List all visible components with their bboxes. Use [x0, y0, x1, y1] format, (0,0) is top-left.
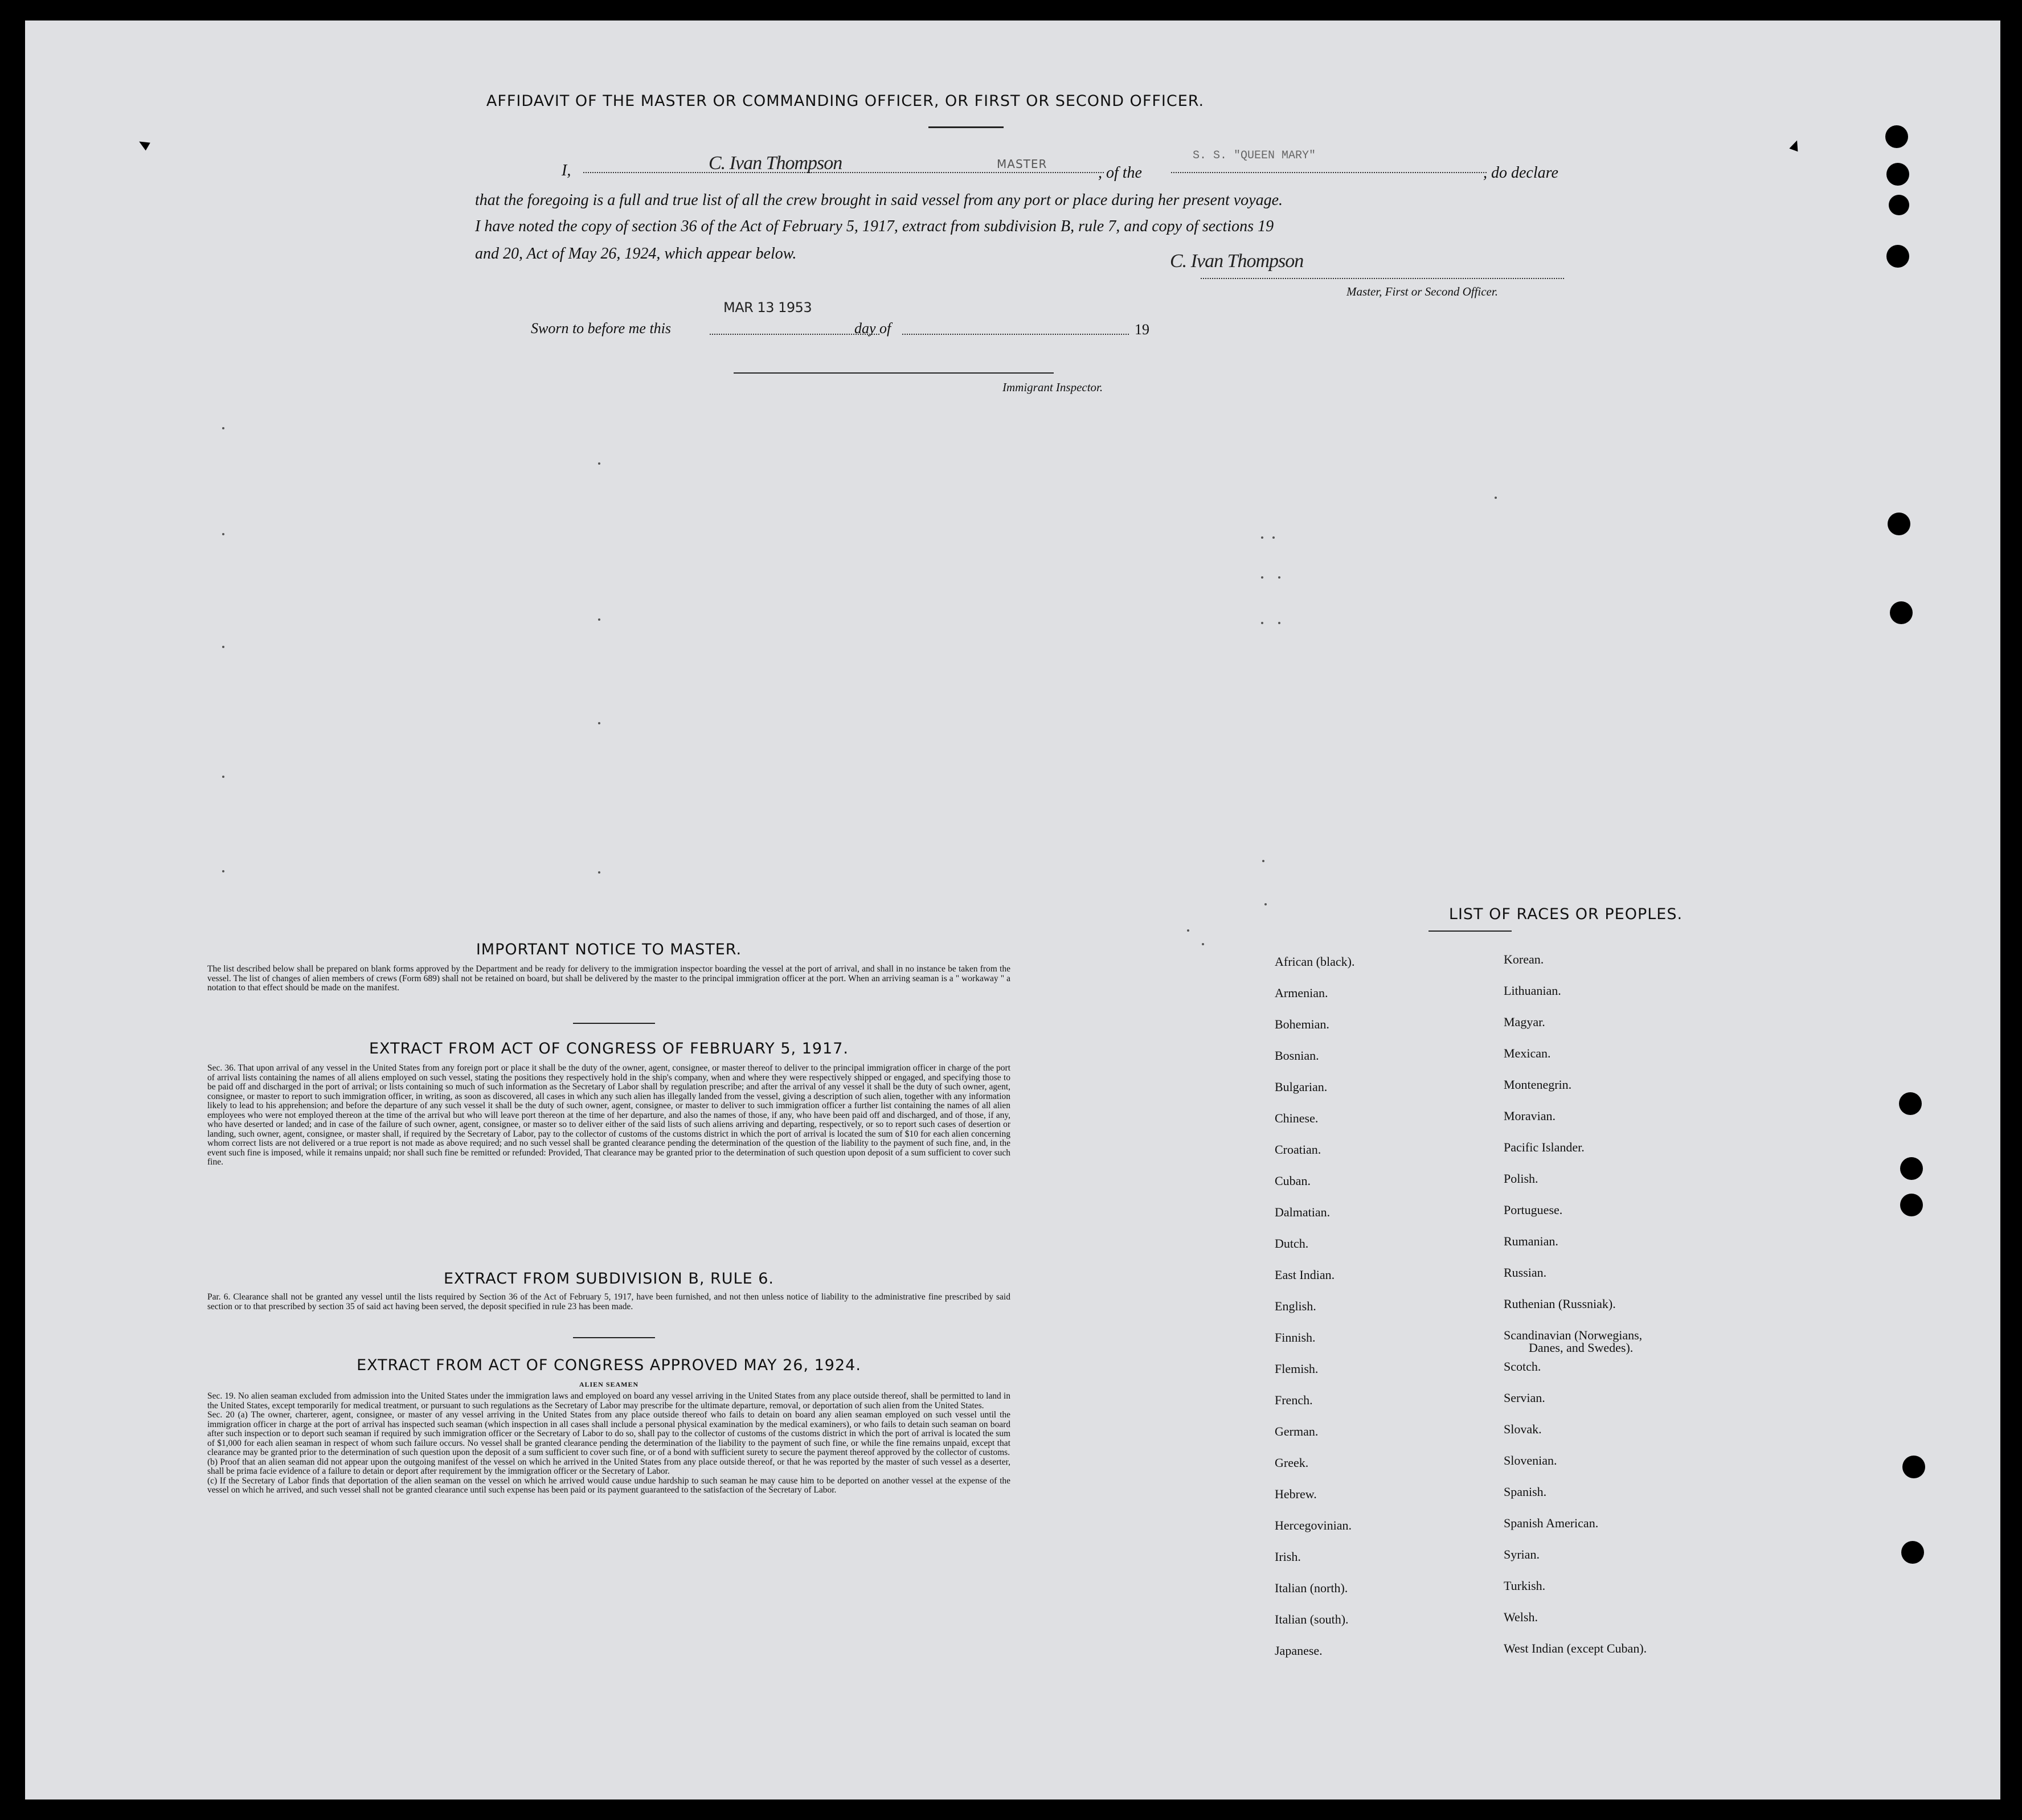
- guide-dot: [1261, 576, 1263, 579]
- race-item: Bohemian.: [1275, 1017, 1329, 1031]
- race-item: German.: [1275, 1424, 1319, 1438]
- guide-dot: [1261, 622, 1263, 624]
- affidavit-line-2: that the foregoing is a full and true list of all the crew brought in said vessel from any port or place during her present voyage.: [475, 191, 1283, 209]
- extract-1924-body: [207, 1392, 1010, 1495]
- race-item: Dutch.: [1275, 1236, 1309, 1251]
- race-item: Bosnian.: [1275, 1048, 1319, 1063]
- sec-20b-paragraph: (b) Proof that an alien seaman did not appear upon the outgoing manifest of the vessel on which he arrived in the United States from any place outside thereof, or that he was reported by the master of such vessel as a deserter, shall be prima facie evidence of a failure to detain or deport after requirement by the immigration officer or the Secretary of Labor.: [207, 1457, 1010, 1476]
- notice-rule: [573, 1023, 655, 1024]
- document-page: [25, 21, 2000, 1799]
- sec-20c-paragraph: (c) If the Secretary of Labor finds that deportation of the alien seaman on the vessel on which he arrived would cause undue hardship to such seaman he may cause him to be deported on another vessel at the expense of the vessel on which he arrived, and such vessel shall not be granted clearance until such expense has been paid or its payment guaranteed to the satisfaction of the Secretary of Labor.: [207, 1475, 1010, 1495]
- day-of-label: day of: [854, 320, 891, 337]
- officer-signature: C. Ivan Thompson: [1170, 251, 1304, 272]
- race-item: Lithuanian.: [1504, 983, 1561, 998]
- race-item: Dalmatian.: [1275, 1205, 1331, 1219]
- race-item: Finnish.: [1275, 1330, 1316, 1344]
- guide-dot: [1187, 929, 1189, 932]
- year-prefix: 19: [1135, 321, 1149, 338]
- registration-mark: [1789, 139, 1801, 151]
- race-item: Portuguese.: [1504, 1203, 1563, 1217]
- punch-hole: [1886, 163, 1909, 186]
- extract-1917-title: EXTRACT FROM ACT OF CONGRESS OF FEBRUARY 5, 1917.: [369, 1040, 849, 1057]
- master-signature: C. Ivan Thompson: [709, 153, 842, 174]
- punch-hole: [1899, 1092, 1922, 1115]
- race-item: Moravian.: [1504, 1109, 1556, 1123]
- race-item: Montenegrin.: [1504, 1077, 1572, 1092]
- registration-mark: [137, 138, 150, 151]
- punch-hole: [1900, 1157, 1923, 1180]
- i-label: I,: [562, 162, 571, 179]
- race-item: Japanese.: [1275, 1643, 1323, 1658]
- race-item: Mexican.: [1504, 1046, 1551, 1060]
- race-item: Slovak.: [1504, 1422, 1542, 1436]
- race-item: Servian.: [1504, 1391, 1545, 1405]
- punch-hole: [1900, 1194, 1923, 1216]
- race-item: Pacific Islander.: [1504, 1140, 1585, 1154]
- punch-hole: [1901, 1541, 1924, 1564]
- guide-dot: [1264, 903, 1267, 905]
- master-stamp: MASTER: [997, 157, 1047, 171]
- guide-dot: [598, 871, 600, 874]
- race-item: Italian (south).: [1275, 1612, 1349, 1626]
- guide-dot: [222, 870, 224, 872]
- affidavit-line-4: and 20, Act of May 26, 1924, which appear below.: [475, 245, 797, 263]
- inspector-line: [734, 372, 1054, 374]
- sworn-month-line: [902, 334, 1129, 335]
- race-item: African (black).: [1275, 954, 1355, 969]
- inspector-caption: Immigrant Inspector.: [1002, 380, 1103, 394]
- race-item: Spanish American.: [1504, 1516, 1599, 1530]
- guide-dot: [598, 722, 600, 724]
- race-item: Greek.: [1275, 1456, 1309, 1470]
- notice-title: IMPORTANT NOTICE TO MASTER.: [476, 941, 742, 958]
- of-the-label: , of the: [1098, 164, 1142, 182]
- race-item: West Indian (except Cuban).: [1504, 1641, 1647, 1655]
- race-item: Italian (north).: [1275, 1581, 1348, 1595]
- guide-dot: [1261, 536, 1263, 539]
- date-stamp: MAR 13 1953: [723, 300, 812, 315]
- guide-dot: [222, 427, 224, 429]
- race-item: French.: [1275, 1393, 1313, 1407]
- race-item: Scotch.: [1504, 1359, 1541, 1374]
- extract-1917-text: Sec. 36. That upon arrival of any vessel in the United States from any foreign port or place it shall be the duty of the owner, agent, consignee, or master thereof to deliver to the principal immigration officer in charge of the port of arrival lists containing the names of all aliens employed on such vessel, stating the positions they respectively hold in the ship's company, when and where they were respectively shipped or engaged, and specifying those to be paid off and discharged in the port of arrival; or lists containing so much of such information as the Secretary of Labor shall by regulation prescribe; and after the arrival of any vessel it shall be the duty of such owner, agent, consignee, or master to report to such immigration officer, in writing, as soon as discovered, all cases in which any such alien has illegally landed from the vessel, giving a description of such alien, together with any information likely to lead to his apprehension; and before the departure of any such vessel it shall be the duty of such owner, agent, consignee, or master to deliver to such immigration officer a further list containing the names of all alien employees who were not employed thereon at the time of the arrival but who will leave port thereon at the time of her departure, and also the names of those, if any, who have been paid off and discharged, and of those, if any, who have deserted or landed; and in case of the failure of such owner, agent, consignee, or master so to deliver either of the said lists of such aliens arriving and departing, respectively, or so to report such cases of desertion or landing, such owner, agent, consignee, or master shall, if required by the Secretary of Labor, pay to the collector of customs of the customs district in which the port of arrival is located the sum of $10 for each alien concerning whom correct lists are not delivered or a true report is not made as above required; and no such vessel shall be granted clearance pending the determination of the question of the liability to the payment of such fine, and, in the event such fine is imposed, while it remains unpaid; nor shall such fine be remitted or refunded: Provided, That clearance may be granted prior to the determination of such question upon deposit of a sum sufficient to cover such fine.: [207, 1063, 1010, 1167]
- sec-20a-paragraph: Sec. 20 (a) The owner, charterer, agent, consignee, or master of any vessel arriving in the United States from any place outside thereof who fails to detain on board any alien seaman employed on such vessel until the immigration officer in charge at the port of arrival has inspected such seaman (which inspection in all cases shall include a personal physical examination by the medical examiners), or who fails to detain such seaman on board after such inspection or to deport such seaman if required by such immigration officer or the Secretary of Labor to do so, shall pay to the collector of customs of the customs district in which the port of arrival is located the sum of $1,000 for each alien seaman in respect of whom such failure occurs. No vessel shall be granted clearance pending the determination of the liability to the payment of such fine, or while the fine remains unpaid, except that clearance may be granted prior to the determination of such question upon the deposit of a sum sufficient to cover such fine, or of a bond with sufficient surety to secure the payment thereof approved by the collector of customs.: [207, 1410, 1010, 1457]
- race-item: Welsh.: [1504, 1610, 1538, 1624]
- punch-hole: [1902, 1456, 1925, 1478]
- master-name-line: [583, 172, 1104, 173]
- race-item: Ruthenian (Russniak).: [1504, 1297, 1616, 1311]
- punch-hole: [1885, 125, 1908, 148]
- vessel-name-line: [1171, 172, 1487, 173]
- race-item: Turkish.: [1504, 1579, 1546, 1593]
- title-rule: [928, 126, 1004, 128]
- guide-dot: [1495, 497, 1497, 499]
- guide-dot: [1278, 622, 1280, 624]
- guide-dot: [598, 462, 600, 465]
- affidavit-title: AFFIDAVIT OF THE MASTER OR COMMANDING OFFICER, OR FIRST OR SECOND OFFICER.: [486, 92, 1205, 110]
- race-item: Rumanian.: [1504, 1234, 1558, 1248]
- races-title-rule: [1429, 931, 1512, 932]
- race-item: Hebrew.: [1275, 1487, 1317, 1501]
- race-item: Hercegovinian.: [1275, 1518, 1352, 1532]
- race-item: Scandinavian (Norwegians,: [1504, 1328, 1643, 1342]
- notice-text: The list described below shall be prepared on blank forms approved by the Department and be ready for delivery to the immigration inspector boarding the vessel at the port of arrival, and shall in no instance be taken from the vessel. The list of changes of alien members of crews (Form 689) shall not be retained on board, but shall be delivered by the master to the principal immigration officer at the port. When an arriving seaman is a " workaway " a notation to that effect should be made on the manifest.: [207, 964, 1010, 993]
- race-item: Slovenian.: [1504, 1453, 1557, 1468]
- sec-19-paragraph: Sec. 19. No alien seaman excluded from admission into the United States under the immigration laws and employed on board any vessel arriving in the United States from any place outside thereof, shall be permitted to land in the United States, except temporarily for medical treatment, or pursuant to such regulations as the Secretary of Labor may prescribe for the ultimate departure, removal, or deportation of such alien from the United States.: [207, 1391, 1010, 1411]
- race-item: Flemish.: [1275, 1362, 1319, 1376]
- race-item: Korean.: [1504, 952, 1544, 966]
- punch-hole: [1886, 245, 1909, 268]
- extract-1924-title: EXTRACT FROM ACT OF CONGRESS APPROVED MAY 26, 1924.: [357, 1356, 861, 1374]
- punch-hole: [1888, 513, 1910, 535]
- guide-dot: [1272, 536, 1275, 539]
- race-item: East Indian.: [1275, 1268, 1335, 1282]
- race-item: English.: [1275, 1299, 1316, 1313]
- race-item: Magyar.: [1504, 1015, 1545, 1029]
- subdivision-title: EXTRACT FROM SUBDIVISION B, RULE 6.: [444, 1270, 774, 1288]
- race-item-continuation: Danes, and Swedes).: [1529, 1341, 1634, 1355]
- races-title: LIST OF RACES OR PEOPLES.: [1448, 905, 1683, 923]
- guide-dot: [598, 618, 600, 621]
- punch-hole: [1889, 195, 1909, 215]
- race-item: Armenian.: [1275, 986, 1328, 1000]
- subdivision-text: Par. 6. Clearance shall not be granted any vessel until the lists required by Section 36 of the Act of February 5, 1917, have been furnished, and not then unless notice of liability to the administrative fine prescribed by said section or to that prescribed by section 35 of said act having been served, the deposit specified in rule 23 has been made.: [207, 1292, 1010, 1311]
- race-item: Polish.: [1504, 1171, 1538, 1186]
- do-declare-label: , do declare: [1483, 164, 1558, 182]
- officer-caption: Master, First or Second Officer.: [1346, 285, 1498, 298]
- vessel-name: S. S. "QUEEN MARY": [1193, 149, 1316, 162]
- race-item: Syrian.: [1504, 1547, 1540, 1561]
- race-item: Bulgarian.: [1275, 1080, 1328, 1094]
- guide-dot: [222, 533, 224, 535]
- race-item: Chinese.: [1275, 1111, 1319, 1125]
- race-item: Russian.: [1504, 1265, 1547, 1280]
- extract-1924-subtitle: ALIEN SEAMEN: [579, 1380, 639, 1388]
- race-item: Irish.: [1275, 1550, 1301, 1564]
- punch-hole: [1890, 601, 1913, 624]
- subdivision-rule: [573, 1337, 655, 1338]
- affidavit-line-3: I have noted the copy of section 36 of the Act of February 5, 1917, extract from subdivision B, rule 7, and copy of sections 19: [475, 218, 1274, 235]
- race-item: Croatian.: [1275, 1142, 1321, 1157]
- guide-dot: [1262, 860, 1264, 862]
- officer-signature-line: [1201, 278, 1564, 279]
- sworn-label: Sworn to before me this: [531, 320, 672, 337]
- guide-dot: [1202, 943, 1204, 945]
- guide-dot: [222, 776, 224, 778]
- race-item: Spanish.: [1504, 1485, 1547, 1499]
- guide-dot: [222, 646, 224, 648]
- race-item: Cuban.: [1275, 1174, 1311, 1188]
- guide-dot: [1278, 576, 1280, 579]
